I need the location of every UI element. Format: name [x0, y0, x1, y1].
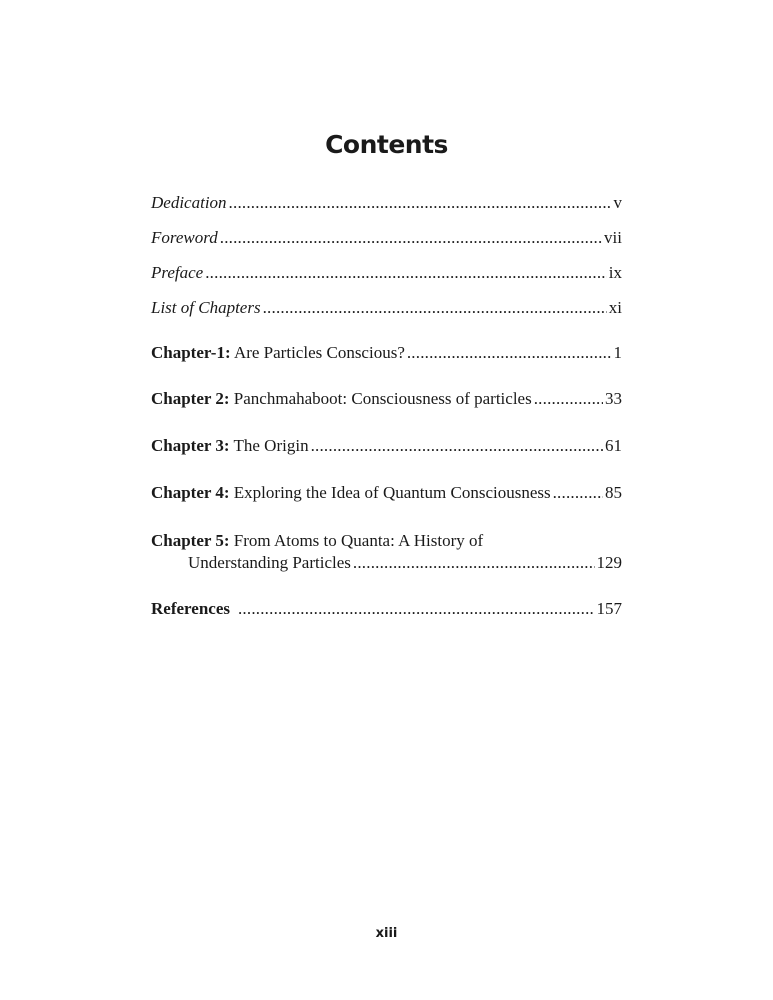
chapter-prefix: Chapter 2: [151, 389, 230, 408]
toc-chapter-4[interactable] [151, 482, 622, 504]
page-number: xiii [375, 926, 398, 941]
dot-leader [229, 192, 612, 214]
chapter-title: Exploring the Idea of Quantum Consciousness [233, 483, 551, 502]
toc-entry-preface[interactable] [151, 262, 622, 284]
toc-chapter-5[interactable] [151, 530, 622, 552]
dot-leader [238, 598, 595, 620]
chapter-prefix: Chapter 4: [151, 483, 230, 502]
toc-entry-page: 1 [613, 343, 622, 362]
dot-leader [407, 342, 612, 364]
chapter-title: The Origin [233, 436, 309, 455]
toc-entry-list-of-chapters[interactable] [151, 297, 622, 319]
toc-entry-page: 129 [596, 553, 622, 572]
page-title: Contents [325, 130, 448, 159]
toc-entry-references[interactable] [151, 598, 622, 620]
toc-entry-page: v [613, 193, 622, 212]
chapter-title-line1: From Atoms to Quanta: A History of [233, 531, 484, 550]
dot-leader [553, 482, 603, 504]
toc-entry-page: xi [608, 298, 622, 317]
dot-leader [220, 227, 602, 249]
chapter-title: Are Particles Conscious? [233, 343, 405, 362]
toc-entry-foreword[interactable] [151, 227, 622, 249]
toc-entry-label: List of Chapters [151, 298, 261, 317]
toc-chapter-2[interactable] [151, 388, 622, 410]
dot-leader [263, 297, 607, 319]
dot-leader [311, 435, 603, 457]
chapter-prefix: Chapter 3: [151, 436, 230, 455]
dot-leader [353, 552, 595, 574]
toc-entry-label: Foreword [151, 228, 218, 247]
dot-leader [534, 388, 603, 410]
references-label: References [151, 599, 230, 618]
toc-entry-page: 85 [605, 483, 622, 502]
toc-chapter-3[interactable] [151, 435, 622, 457]
toc-entry-page: 157 [596, 599, 622, 618]
toc-entry-dedication[interactable] [151, 192, 622, 214]
toc-entry-page: 33 [605, 389, 622, 408]
toc-chapter-1[interactable] [151, 342, 622, 364]
chapter-prefix: Chapter 5: [151, 531, 230, 550]
toc-entry-page: ix [608, 263, 622, 282]
toc-entry-label: Preface [151, 263, 204, 282]
toc-entry-page: vii [604, 228, 622, 247]
chapter-title: Panchmahaboot: Consciousness of particles [233, 389, 532, 408]
chapter-prefix: Chapter-1: [151, 343, 231, 362]
toc-entry-page: 61 [605, 436, 622, 455]
dot-leader [205, 262, 607, 284]
toc-entry-label: Dedication [151, 193, 227, 212]
toc-chapter-5-continuation[interactable] [188, 552, 622, 574]
chapter-title-line2: Understanding Particles [188, 553, 351, 572]
